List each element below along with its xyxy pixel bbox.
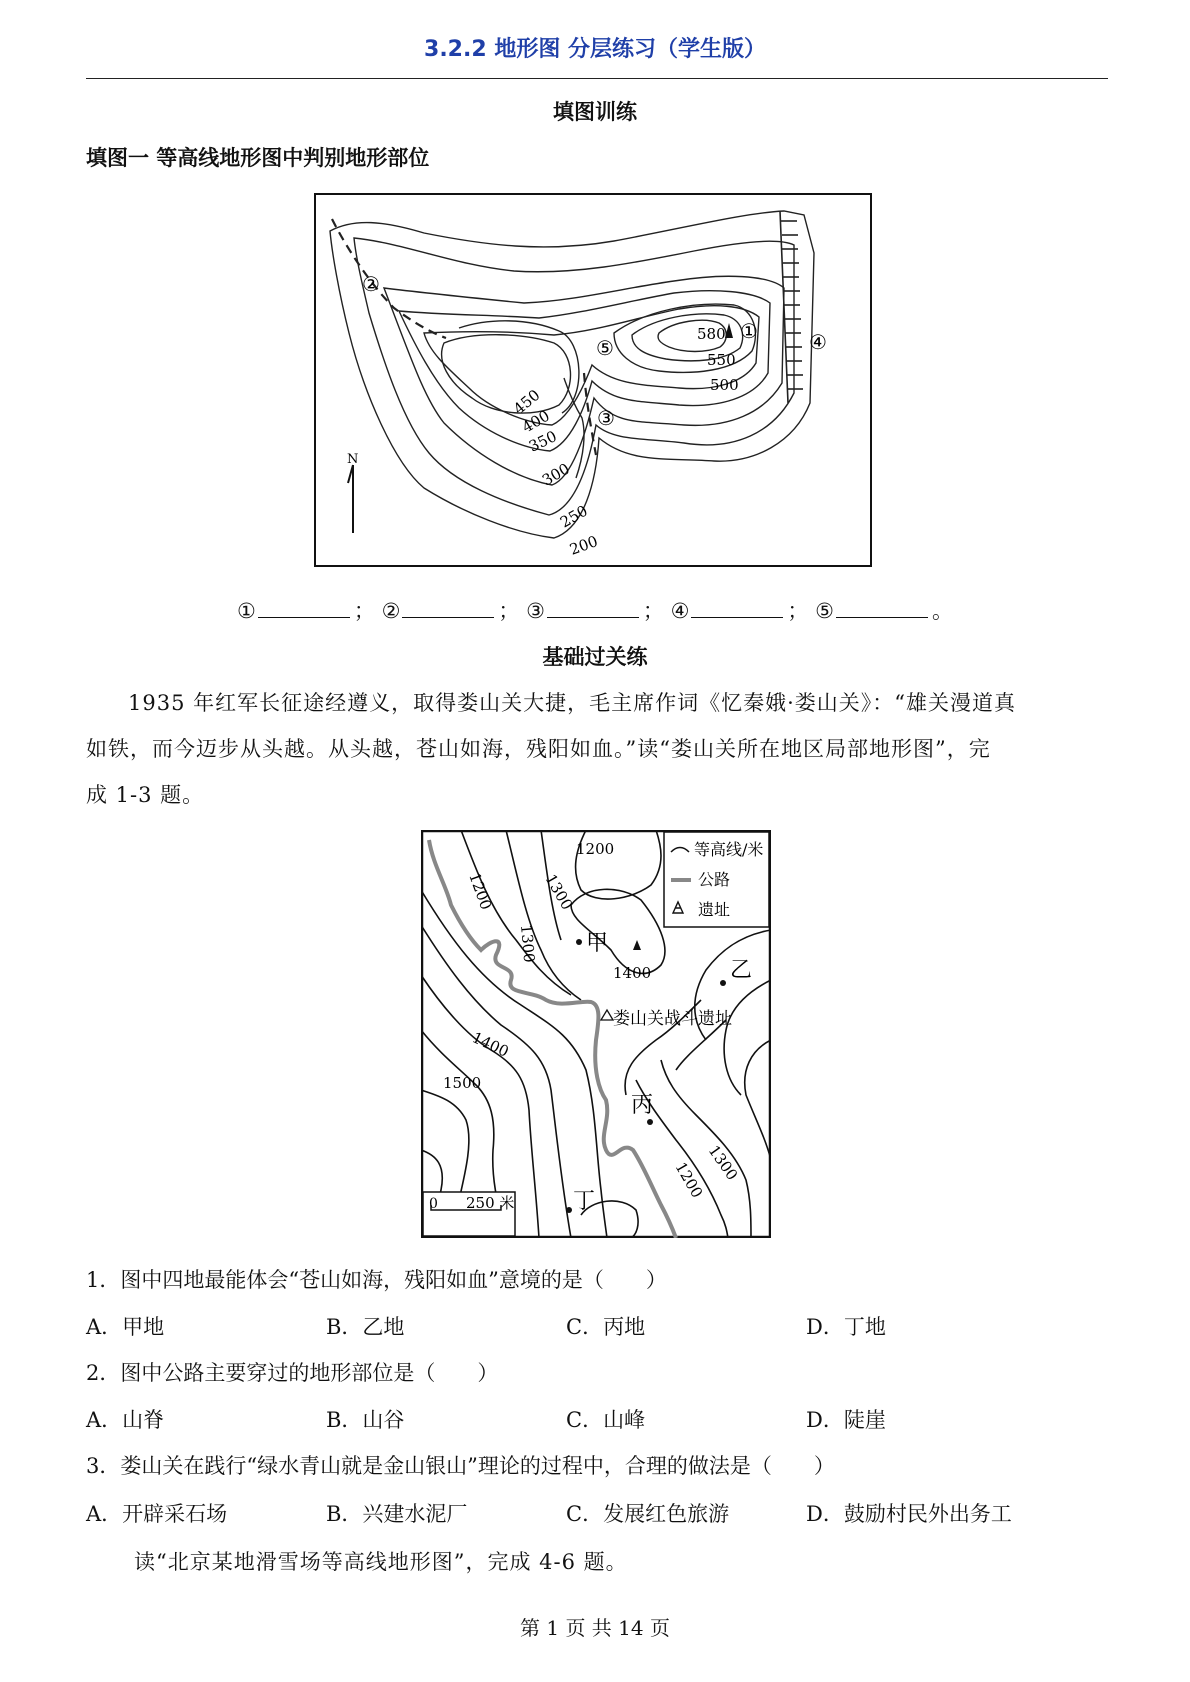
label-300: 300 <box>539 459 573 490</box>
answer-blank-2[interactable] <box>402 597 494 618</box>
answer-blank-1[interactable] <box>258 597 350 618</box>
legend-site-label: 遗址 <box>698 900 731 919</box>
point-jia-dot <box>576 939 582 945</box>
label-c1400a: 1400 <box>613 964 652 982</box>
question-1-stem: 1．图中四地最能体会“苍山如海，残阳如血”意境的是（ ） <box>86 1268 667 1292</box>
map2-scale <box>423 1192 515 1236</box>
q1-option-d[interactable]: D．丁地 <box>806 1315 886 1339</box>
q2-option-c[interactable]: C．山峰 <box>566 1408 646 1432</box>
scale-zero: 0 <box>429 1196 438 1212</box>
blank-mark-5: ⑤ <box>815 599 834 623</box>
q1-option-c[interactable]: C．丙地 <box>566 1315 646 1339</box>
loushan-map-figure <box>421 830 771 1238</box>
mark-5: ⑤ <box>596 336 614 360</box>
label-550: 550 <box>707 351 736 369</box>
q1-option-b[interactable]: B．乙地 <box>326 1315 405 1339</box>
mark-1: ① <box>740 319 758 343</box>
label-350: 350 <box>526 427 560 456</box>
contour-map-figure <box>314 193 872 567</box>
label-500: 500 <box>710 376 739 394</box>
legend-road-label: 公路 <box>698 870 731 889</box>
label-200: 200 <box>567 532 601 559</box>
answer-blank-5[interactable] <box>836 597 928 618</box>
passage-line-3: 成 1-3 题。 <box>86 783 205 807</box>
label-c1500: 1500 <box>443 1074 482 1092</box>
q3-option-b[interactable]: B．兴建水泥厂 <box>326 1502 468 1526</box>
q2-option-d[interactable]: D．陡崖 <box>806 1408 886 1432</box>
blank-mark-2: ② <box>381 599 401 623</box>
label-450: 450 <box>510 385 544 419</box>
answer-blanks <box>0 595 1190 625</box>
q2-option-b[interactable]: B．山谷 <box>326 1408 405 1432</box>
mark-3: ③ <box>597 406 615 430</box>
blank-sep-1: ； <box>353 599 375 623</box>
section-title-basic: 基础过关练 <box>542 645 648 669</box>
q2-option-a[interactable]: A．山脊 <box>86 1408 165 1432</box>
blank-mark-4: ④ <box>670 599 690 623</box>
answer-blank-3[interactable] <box>547 597 639 618</box>
point-yi-dot <box>720 980 726 986</box>
label-c1300b: 1300 <box>517 923 539 964</box>
mark-4: ④ <box>809 330 827 354</box>
legend-contour-label: 等高线/米 <box>694 840 764 859</box>
passage-line-2: 如铁，而今迈步从头越。从头越，苍山如海，残阳如血。”读“娄山关所在地区局部地形图”，完 <box>86 737 991 761</box>
label-580: 580 <box>697 325 726 343</box>
passage-line-1: 1935 年红军长征途经遵义，取得娄山关大捷，毛主席作词《忆秦娥·娄山关》：“雄关漫道真 <box>128 691 1017 715</box>
q1-option-a[interactable]: A．甲地 <box>86 1315 165 1339</box>
task-heading: 填图一 等高线地形图中判别地形部位 <box>86 146 430 170</box>
label-bing: 丙 <box>631 1093 654 1118</box>
blank-mark-3: ③ <box>526 599 545 623</box>
answer-blank-4[interactable] <box>691 597 783 618</box>
blank-sep-4: ； <box>787 599 809 623</box>
reading-passage <box>86 680 1108 818</box>
blank-sep-2: ； <box>498 599 520 623</box>
page-footer: 第 1 页 共 14 页 <box>520 1616 670 1640</box>
label-jia: 甲 <box>586 931 609 956</box>
blank-sep-3: ； <box>642 599 664 623</box>
label-yi: 乙 <box>730 958 753 983</box>
section-title-fill-map: 填图训练 <box>553 100 637 124</box>
point-ding-dot <box>566 1207 572 1213</box>
label-c1200b: 1200 <box>465 870 496 913</box>
label-c1200a: 1200 <box>576 840 615 858</box>
label-c1400b: 1400 <box>469 1028 512 1061</box>
document-title: 3.2.2 地形图 分层练习（学生版） <box>424 37 766 62</box>
north-label: N <box>347 452 359 467</box>
next-reading-intro: 读“北京某地滑雪场等高线地形图”，完成 4-6 题。 <box>134 1550 628 1574</box>
header-rule <box>86 78 1108 79</box>
question-3-stem: 3．娄山关在践行“绿水青山就是金山银山”理论的过程中，合理的做法是（ ） <box>86 1454 835 1478</box>
blank-sep-5: 。 <box>931 599 953 623</box>
label-site: 娄山关战斗遗址 <box>613 1009 732 1029</box>
label-c1300c: 1300 <box>704 1141 742 1184</box>
label-c1200c: 1200 <box>671 1159 707 1202</box>
q3-option-a[interactable]: A．开辟采石场 <box>86 1502 228 1526</box>
label-c1300a: 1300 <box>541 871 577 914</box>
point-bing-dot <box>647 1119 653 1125</box>
q3-option-d[interactable]: D．鼓励村民外出务工 <box>806 1502 1012 1526</box>
blank-mark-1: ① <box>237 599 256 623</box>
label-250: 250 <box>557 501 591 532</box>
question-2-stem: 2．图中公路主要穿过的地形部位是（ ） <box>86 1361 499 1385</box>
map2-legend <box>664 832 769 927</box>
scale-dist: 250 米 <box>466 1194 515 1212</box>
mark-2: ② <box>362 272 380 296</box>
label-ding: 丁 <box>573 1189 596 1214</box>
label-400: 400 <box>519 406 553 437</box>
q3-option-c[interactable]: C．发展红色旅游 <box>566 1502 730 1526</box>
